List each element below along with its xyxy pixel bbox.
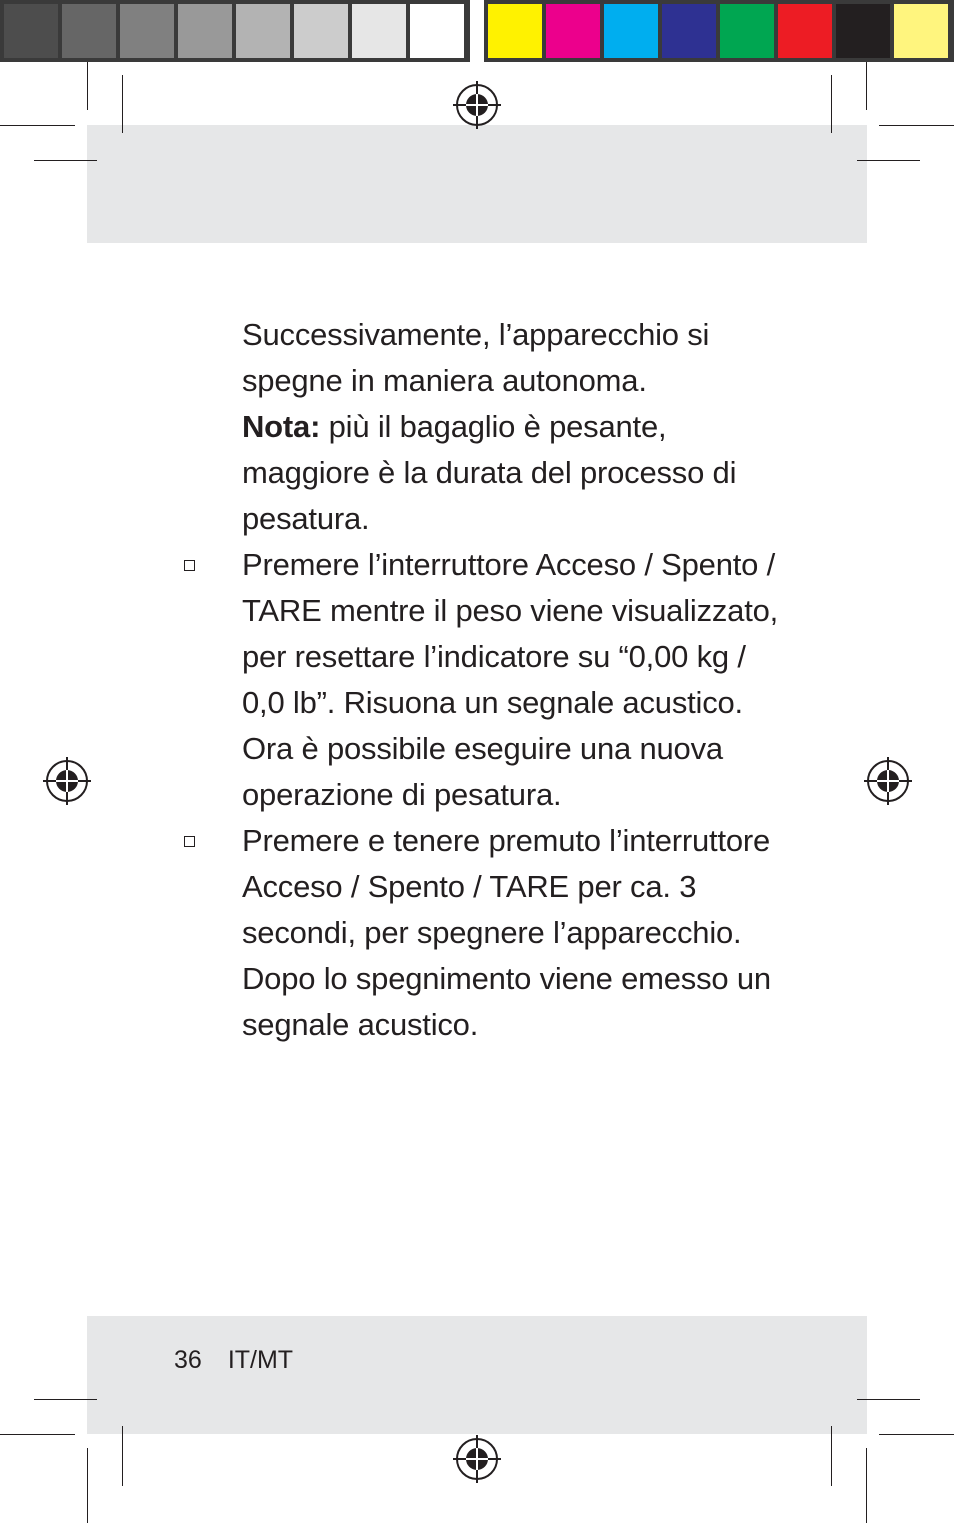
crop-mark [122,75,123,133]
gray-swatch [410,4,464,58]
crop-mark [857,160,920,161]
gray-swatch [178,4,232,58]
crop-mark [122,1426,123,1486]
crop-mark [831,75,832,133]
gray-swatch [352,4,406,58]
checkbox-square-icon [184,836,195,847]
crop-mark [879,125,954,126]
page-footer [174,1342,293,1378]
color-swatch [662,4,716,58]
crop-mark [87,1448,88,1523]
color-swatch [894,4,948,58]
crop-mark [34,1399,97,1400]
registration-mark-icon [453,1435,501,1483]
registration-mark-icon [864,757,912,805]
crop-mark [879,1434,954,1435]
crop-mark [866,1448,867,1523]
color-swatch [604,4,658,58]
note-paragraph [242,404,782,542]
page-number: 36 [174,1346,202,1374]
registration-mark-icon [453,81,501,129]
color-swatch [836,4,890,58]
note-text: più il bagaglio è pesante, maggiore è la durata del processo di pesatura. [242,409,737,536]
registration-mark-icon [43,757,91,805]
gray-swatch [236,4,290,58]
gray-swatch [294,4,348,58]
color-swatch [720,4,774,58]
crop-mark [0,1434,75,1435]
checkbox-square-icon [184,560,195,571]
intro-paragraph: Successivamente, l’apparecchio si spegne in maniera autonoma. [242,317,710,398]
manual-text [242,312,782,1048]
crop-mark [831,1426,832,1486]
list-item [242,818,782,1048]
color-swatch [778,4,832,58]
language-code: IT/MT [227,1346,294,1374]
list-item [242,542,782,818]
list-item-text: Premere e tenere premuto l’interruttore Acceso / Spento / TARE per ca. 3 secondi, per spegnere l’apparecchio. Dopo lo spegnimento viene emesso un segnale acustico. [242,823,771,1042]
crop-mark [87,62,88,110]
color-swatch [546,4,600,58]
crop-mark [866,62,867,110]
header-band [87,125,867,243]
crop-mark [0,125,75,126]
crop-mark [34,160,97,161]
gray-swatch [120,4,174,58]
crop-mark [857,1399,920,1400]
list-item-text: Premere l’interruttore Acceso / Spento / TARE mentre il peso viene visualizzato, per resettare l’indicatore su “0,00 kg / 0,0 lb”. Risuona un segnale acustico. Ora è possibile eseguire una nuova operazione di pesatura. [242,547,779,812]
gray-swatch [4,4,58,58]
gray-swatch [62,4,116,58]
note-label: Nota: [242,409,321,444]
color-swatch [488,4,542,58]
